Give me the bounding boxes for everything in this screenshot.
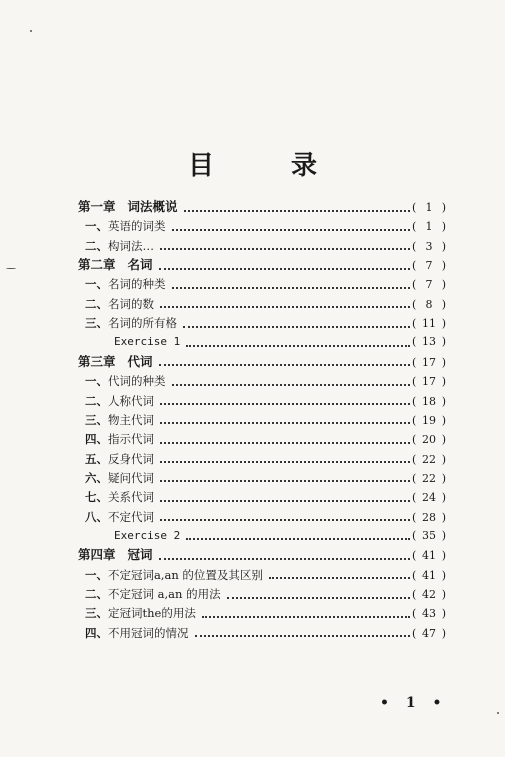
- toc-page-ref: [412, 566, 446, 586]
- close-paren: ): [441, 549, 446, 563]
- toc-entry: [85, 507, 446, 527]
- dot-leader: [202, 615, 410, 618]
- close-paren: ): [441, 588, 446, 601]
- close-paren: ): [441, 626, 446, 640]
- page-title: 目 录: [187, 151, 352, 181]
- toc-entry-label: [78, 255, 157, 275]
- toc-page-ref: [412, 372, 446, 392]
- section-title: 关系代词: [108, 490, 154, 505]
- open-paren: (: [412, 394, 417, 408]
- toc-entry-label: [85, 371, 170, 391]
- toc-entry-label: [78, 352, 157, 372]
- toc-page-ref: [412, 353, 446, 373]
- close-paren: ): [441, 220, 446, 234]
- toc-page-ref: [412, 526, 446, 546]
- scan-speck: [6, 268, 16, 269]
- close-paren: ): [441, 278, 446, 292]
- toc-entry-label: [78, 545, 157, 565]
- chapter-number: 第三章: [78, 353, 116, 369]
- toc-entry-label: [85, 565, 267, 585]
- dot-leader: [160, 305, 410, 308]
- scan-speck: [497, 712, 499, 714]
- chapter-title: 词法概说: [127, 199, 178, 214]
- open-paren: (: [412, 452, 417, 466]
- page-ref-number: 17: [422, 375, 436, 389]
- toc-entry-label: [85, 429, 158, 449]
- exercise-title: Exercise 1: [114, 335, 181, 349]
- open-paren: (: [412, 568, 417, 582]
- toc-entry-label: [85, 391, 158, 411]
- section-number: 四、: [85, 625, 108, 640]
- open-paren: (: [412, 297, 417, 311]
- toc-entry: [85, 216, 446, 236]
- dot-leader: [195, 634, 411, 637]
- toc-entry-label: [85, 236, 158, 256]
- close-paren: ): [441, 452, 446, 466]
- page-ref-number: 22: [422, 452, 436, 466]
- toc-page-ref: [412, 488, 446, 508]
- open-paren: (: [412, 626, 417, 640]
- toc-page-ref: [412, 430, 446, 450]
- toc-page-ref: [412, 450, 446, 470]
- section-number: 六、: [85, 470, 108, 485]
- close-paren: ): [441, 471, 446, 485]
- section-number: 五、: [85, 451, 108, 466]
- toc-entry: [85, 294, 446, 314]
- dot-leader: [160, 479, 410, 482]
- page-ref-number: 18: [422, 394, 436, 408]
- page-ref-number: 3: [425, 239, 433, 253]
- close-paren: ): [441, 335, 446, 349]
- open-paren: (: [412, 607, 417, 621]
- page-ref-number: 7: [425, 278, 433, 292]
- toc-entry-label: [85, 449, 158, 469]
- dot-leader: [159, 557, 410, 560]
- page-ref-number: 20: [422, 433, 436, 447]
- dot-leader: [172, 228, 411, 231]
- toc-entry-label: [85, 294, 158, 314]
- toc-entry: [85, 565, 446, 585]
- page-ref-number: 42: [422, 588, 436, 601]
- open-paren: (: [412, 355, 417, 369]
- toc-entry-label: [85, 468, 158, 488]
- page-ref-number: 28: [422, 510, 436, 524]
- section-title: 不用冠词的情况: [108, 625, 189, 640]
- toc-entry-label: [85, 584, 225, 604]
- open-paren: (: [412, 375, 417, 389]
- toc-entry: [85, 487, 446, 507]
- scan-speck: [30, 30, 32, 32]
- dot-leader: [172, 286, 411, 289]
- page-ref-number: 7: [425, 259, 433, 273]
- open-paren: (: [412, 335, 417, 349]
- toc-page-ref: [412, 585, 446, 605]
- dot-leader: [183, 325, 410, 328]
- page-ref-number: 11: [422, 317, 436, 331]
- close-paren: ): [441, 413, 446, 427]
- toc-entry-label: [85, 313, 181, 333]
- section-number: 一、: [85, 567, 108, 582]
- page-ref-number: 17: [422, 355, 436, 369]
- page-number: • 1 •: [380, 695, 448, 711]
- page-ref-number: 24: [422, 491, 436, 505]
- toc-page-ref: [412, 411, 446, 431]
- section-number: 七、: [85, 490, 108, 505]
- close-paren: ): [441, 201, 446, 214]
- close-paren: ): [441, 317, 446, 331]
- close-paren: ): [441, 394, 446, 408]
- open-paren: (: [412, 413, 417, 427]
- page-ref-number: 1: [425, 220, 433, 234]
- close-paren: ): [441, 510, 446, 524]
- open-paren: (: [412, 528, 417, 542]
- toc-entry: [85, 429, 446, 449]
- toc-entry-label: [114, 332, 184, 352]
- toc-entry: [85, 313, 446, 333]
- chapter-number: 第四章: [78, 547, 116, 563]
- section-number: 二、: [85, 238, 108, 253]
- dot-leader: [159, 363, 410, 366]
- toc-page-ref: [412, 332, 446, 352]
- toc-entry-label: [114, 526, 184, 546]
- toc-entry-label: [85, 274, 170, 294]
- chapter-title: 名词: [127, 257, 153, 273]
- section-number: 一、: [85, 277, 108, 292]
- chapter-number: 第一章: [78, 199, 116, 214]
- section-number: 二、: [85, 393, 108, 408]
- toc-entry: [85, 371, 446, 391]
- section-number: 三、: [85, 412, 108, 427]
- section-title: 反身代词: [108, 451, 154, 466]
- section-title: 疑问代词: [108, 470, 154, 485]
- page-ref-number: 43: [422, 607, 436, 621]
- toc-entry: [78, 255, 446, 275]
- section-title: 物主代词: [108, 412, 154, 427]
- open-paren: (: [412, 588, 417, 601]
- open-paren: (: [412, 220, 417, 234]
- open-paren: (: [412, 491, 417, 505]
- dot-leader: [186, 537, 410, 540]
- exercise-title: Exercise 2: [114, 528, 181, 542]
- toc-page-ref: [412, 198, 446, 218]
- close-paren: ): [441, 375, 446, 389]
- section-number: 三、: [85, 606, 108, 621]
- section-number: 八、: [85, 509, 108, 524]
- dot-leader: [227, 596, 410, 599]
- toc-entry-label: [85, 507, 158, 527]
- open-paren: (: [412, 471, 417, 485]
- section-title: 名词的所有格: [108, 316, 177, 331]
- section-title: 人称代词: [108, 393, 154, 408]
- toc-entry: [85, 449, 446, 469]
- toc-entry-label: [85, 623, 193, 643]
- chapter-title: 冠词: [127, 547, 153, 563]
- open-paren: (: [412, 239, 417, 253]
- section-title: 英语的词类: [108, 219, 166, 234]
- toc-page-ref: [412, 546, 446, 566]
- open-paren: (: [412, 433, 417, 447]
- page-ref-number: 1: [425, 201, 433, 214]
- page-ref-number: 8: [425, 297, 433, 311]
- dot-leader: [269, 576, 410, 579]
- section-number: 一、: [85, 374, 108, 389]
- close-paren: ): [441, 239, 446, 253]
- toc-page-ref: [412, 275, 446, 295]
- toc-page-ref: [412, 295, 446, 315]
- dot-leader: [184, 209, 410, 212]
- toc-entry: [78, 197, 446, 217]
- section-title: 名词的种类: [108, 277, 166, 292]
- section-number: 四、: [85, 432, 108, 447]
- open-paren: (: [412, 317, 417, 331]
- toc-entry-label: [85, 410, 158, 430]
- toc-entry: [85, 603, 446, 623]
- open-paren: (: [412, 259, 417, 273]
- close-paren: ): [441, 297, 446, 311]
- page-ref-number: 13: [422, 335, 436, 349]
- section-title: 代词的种类: [108, 374, 166, 389]
- close-paren: ): [441, 259, 446, 273]
- close-paren: ): [441, 607, 446, 621]
- toc-page-ref: [412, 508, 446, 528]
- open-paren: (: [412, 549, 417, 563]
- toc-entry: [85, 468, 446, 488]
- toc-page-ref: [412, 256, 446, 276]
- close-paren: ): [441, 433, 446, 447]
- toc-page-ref: [412, 624, 446, 644]
- section-title: 构词法…: [108, 238, 154, 253]
- dot-leader: [160, 441, 410, 444]
- page-ref-number: 47: [422, 626, 436, 640]
- toc-entry-label: [85, 216, 170, 236]
- dot-leader: [159, 267, 410, 270]
- toc-entry-label: [85, 487, 158, 507]
- toc-entry: [78, 545, 446, 565]
- open-paren: (: [412, 510, 417, 524]
- section-number: 三、: [85, 316, 108, 331]
- toc-entry: [85, 274, 446, 294]
- toc-entry: [85, 584, 446, 604]
- toc-entry: [85, 623, 446, 643]
- toc-entry: [85, 391, 446, 411]
- toc-entry: [114, 526, 446, 546]
- section-title: 不定冠词 a,an 的用法: [108, 587, 221, 601]
- toc-page-ref: [412, 314, 446, 334]
- section-title: 指示代词: [108, 432, 154, 447]
- section-number: 一、: [85, 219, 108, 234]
- toc-page-ref: [412, 604, 446, 624]
- toc-entry: [85, 410, 446, 430]
- toc-page-ref: [412, 237, 446, 257]
- dot-leader: [160, 247, 410, 250]
- close-paren: ): [441, 528, 446, 542]
- close-paren: ): [441, 568, 446, 582]
- dot-leader: [186, 344, 410, 347]
- chapter-title: 代词: [127, 353, 153, 369]
- open-paren: (: [412, 278, 417, 292]
- dot-leader: [160, 460, 410, 463]
- dot-leader: [172, 383, 411, 386]
- section-title: 不定冠词a,an 的位置及其区别: [108, 567, 263, 582]
- page-ref-number: 22: [422, 471, 436, 485]
- dot-leader: [160, 402, 410, 405]
- toc-page-ref: [412, 469, 446, 489]
- page-ref-number: 35: [422, 528, 436, 542]
- page-ref-number: 19: [422, 413, 436, 427]
- page-ref-number: 41: [422, 549, 436, 563]
- dot-leader: [160, 421, 410, 424]
- toc-entry: [114, 332, 446, 352]
- section-title: 名词的数: [108, 296, 154, 311]
- toc-entry: [78, 352, 446, 372]
- toc-page-ref: [412, 217, 446, 237]
- close-paren: ): [441, 355, 446, 369]
- section-title: 定冠词the的用法: [108, 606, 196, 621]
- chapter-number: 第二章: [78, 257, 116, 273]
- toc-entry-label: [78, 197, 182, 217]
- toc-entry-label: [85, 603, 200, 623]
- section-title: 不定代词: [108, 509, 154, 524]
- close-paren: ): [441, 491, 446, 505]
- page-ref-number: 41: [422, 568, 436, 582]
- dot-leader: [160, 499, 410, 502]
- toc-page-ref: [412, 392, 446, 412]
- dot-leader: [160, 518, 410, 521]
- toc-entry: [85, 236, 446, 256]
- section-number: 二、: [85, 587, 108, 601]
- section-number: 二、: [85, 296, 108, 311]
- open-paren: (: [412, 201, 417, 214]
